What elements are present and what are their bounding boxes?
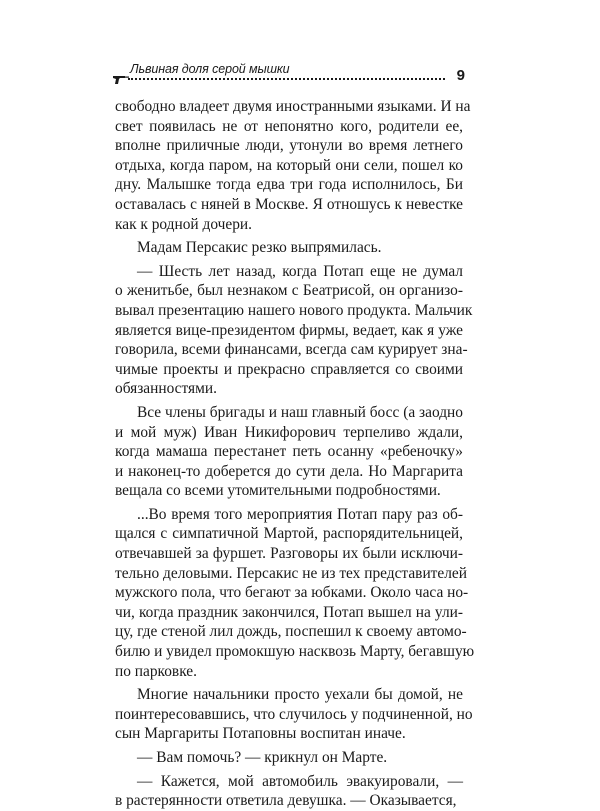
- text-line: и мой муж) Иван Никифорович терпеливо ждали,: [115, 423, 463, 441]
- paragraph: [115, 403, 463, 501]
- text-line: оставалась с няней в Москве. Я отношусь к невестке: [115, 195, 463, 213]
- text-line: свободно владеет двумя иностранными языками. И на: [115, 98, 471, 115]
- paragraph: [115, 685, 473, 744]
- text-line: ...Во время того мероприятия Потап пару раз об-: [137, 505, 463, 523]
- text-line: по парковке.: [115, 662, 197, 680]
- text-line: Все члены бригады и наш главный босс (а заодно: [137, 403, 463, 421]
- dotted-leader: [128, 78, 445, 80]
- text-line: тельно деловыми. Персакис не из тех представителей: [115, 564, 467, 582]
- text-line: — Кажется, мой автомобиль эвакуировали, —: [137, 772, 463, 790]
- text-line: и наконец-то доберется до сути дела. Но Маргарита: [115, 462, 463, 480]
- text-line: билю и увидел промокшую насквозь Марту, бегавшую: [115, 643, 475, 661]
- page-number: 9: [456, 67, 465, 84]
- text-line: вывал презентацию нашего нового продукта. Мальчик: [115, 301, 473, 319]
- text-line: щался с симпатичной Мартой, распорядительницей,: [115, 525, 463, 543]
- text-line: сын Маргариты Потаповны воспитан иначе.: [115, 725, 406, 743]
- text-line: о женитьбе, был незнаком с Беатрисой, он организо-: [115, 282, 463, 300]
- paragraph: [115, 505, 475, 681]
- text-line: дну. Малышке тогда едва три года исполнилось, Би: [115, 176, 463, 194]
- paragraph: [115, 238, 463, 258]
- text-line: является вице-президентом фирмы, ведает, как я уже: [115, 321, 463, 339]
- text-line: — Вам помочь? — крикнул он Марте.: [137, 749, 388, 766]
- paragraph: [115, 748, 463, 768]
- text-line: чимые проекты и прекрасно справляется со своими: [115, 360, 463, 378]
- text-line: отвечавшей за фуршет. Разговоры их были исключи-: [115, 545, 463, 563]
- text-line: вполне приличные люди, утонули во время летнего: [115, 137, 463, 155]
- text-line: поинтересовавшись, что случилось у подчиненной, но: [115, 705, 473, 723]
- text-line: обязанностями.: [115, 380, 217, 398]
- text-line: цу, где стеной лил дождь, поспешил к своему автомо-: [115, 623, 467, 641]
- text-line: в растерянности ответила девушка. — Оказывается,: [115, 792, 457, 810]
- text-line: отдыха, когда паром, на который они сели, пошел ко: [115, 156, 463, 174]
- running-header: [112, 62, 467, 86]
- text-line: чи, когда праздник закончился, Потап вышел на ули-: [115, 603, 463, 621]
- paragraph: [115, 772, 463, 811]
- text-line: Мадам Персакис резко выпрямилась.: [137, 239, 382, 257]
- text-line: когда мамаша перестанет петь осанну «ребеночку»: [115, 443, 463, 461]
- text-line: Многие начальники просто уехали бы домой, не: [137, 686, 463, 704]
- book-title: Львиная доля серой мышки: [130, 62, 290, 76]
- text-line: — Шесть лет назад, когда Потап еще не думал: [137, 262, 463, 280]
- body-text: [115, 97, 475, 811]
- text-line: вещала со всеми утомительными подробностями.: [115, 482, 441, 500]
- paragraph: [115, 97, 471, 234]
- text-line: мужского пола, что бегают за юбками. Около часа но-: [115, 584, 469, 602]
- paragraph: [115, 262, 473, 399]
- text-line: как к родной дочери.: [115, 215, 252, 233]
- text-line: говорила, всеми финансами, всегда сам курирует зна-: [115, 341, 468, 359]
- text-line: свет появилась не от непонятно кого, родители ее,: [115, 117, 463, 135]
